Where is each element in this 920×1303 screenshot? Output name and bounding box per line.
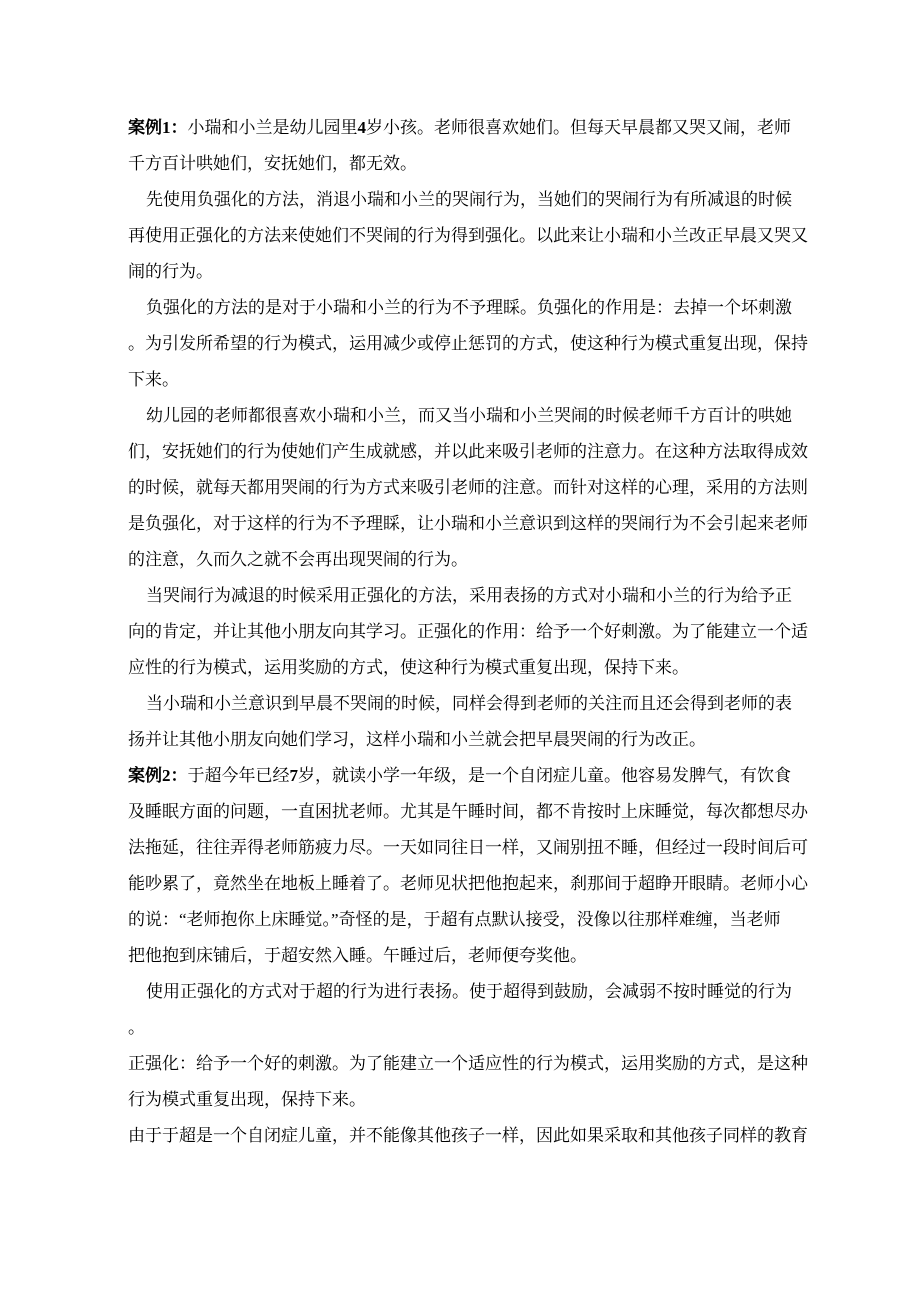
text-line	[128, 938, 812, 974]
text-run: 。	[128, 1018, 145, 1037]
text-line	[128, 794, 812, 830]
case1-outcome	[128, 686, 812, 758]
text-run: 的说：“老师抱你上床睡觉。”奇怪的是，于超有点默认接受，没像以往那样难缠，当老师	[128, 910, 781, 929]
text-run: 岁，就读小学一年级，是一个自闭症儿童。他容易发脾气，有饮食	[298, 766, 791, 785]
bold-text-run: 7	[289, 766, 298, 785]
text-line	[128, 722, 812, 758]
case2-intro	[128, 758, 812, 974]
text-run: 正强化：给予一个好的刺激。为了能建立一个适应性的行为模式，运用奖励的方式，是这种	[128, 1054, 808, 1073]
text-run: 的时候，就每天都用哭闹的行为方式来吸引老师的注意。而针对这样的心理，采用的方法则	[128, 478, 808, 497]
document-body	[128, 110, 812, 1154]
text-run: 闹的行为。	[128, 262, 213, 281]
text-run: 千方百计哄她们，安抚她们，都无效。	[128, 154, 417, 173]
text-run: 幼儿园的老师都很喜欢小瑞和小兰，而又当小瑞和小兰哭闹的时候老师千方百计的哄她	[146, 406, 792, 425]
text-line	[128, 506, 812, 542]
case1-method-overview	[128, 182, 812, 290]
text-line	[128, 218, 812, 254]
text-run: 能吵累了，竟然坐在地板上睡着了。老师见状把他抱起来，刹那间于超睁开眼睛。老师小心	[128, 874, 808, 893]
case2-positive-reinforcement-definition	[128, 1046, 812, 1118]
text-line	[128, 146, 812, 182]
bold-text-run: 案例2：	[128, 766, 188, 785]
text-line	[128, 182, 812, 218]
text-line	[128, 290, 812, 326]
text-line	[128, 866, 812, 902]
text-run: 把他抱到床铺后，于超安然入睡。午睡过后，老师便夸奖他。	[128, 946, 587, 965]
text-line	[128, 974, 812, 1010]
text-run: 应性的行为模式，运用奖励的方式，使这种行为模式重复出现，保持下来。	[128, 658, 689, 677]
text-run: 及睡眠方面的问题，一直困扰老师。尤其是午睡时间，都不肯按时上床睡觉，每次都想尽办	[128, 802, 808, 821]
text-line	[128, 1010, 812, 1046]
text-line	[128, 1082, 812, 1118]
case2-continuation	[128, 1118, 812, 1154]
text-run: 先使用负强化的方法，消退小瑞和小兰的哭闹行为，当她们的哭闹行为有所减退的时候	[146, 190, 792, 209]
text-line	[128, 1046, 812, 1082]
text-line	[128, 578, 812, 614]
case1-negative-reinforcement-definition	[128, 290, 812, 398]
text-line	[128, 1118, 812, 1154]
text-run: 于超今年已经	[187, 766, 290, 785]
case1-analysis	[128, 398, 812, 578]
text-run: 负强化的方法的是对于小瑞和小兰的行为不予理睬。负强化的作用是：去掉一个坏刺激	[146, 298, 792, 317]
text-line	[128, 470, 812, 506]
text-line	[128, 758, 812, 794]
text-run: 岁小孩。老师很喜欢她们。但每天早晨都又哭又闹，老师	[366, 118, 791, 137]
text-line	[128, 326, 812, 362]
text-line	[128, 434, 812, 470]
text-run: 们，安抚她们的行为使她们产生成就感，并以此来吸引老师的注意力。在这种方法取得成效	[128, 442, 808, 461]
text-line	[128, 614, 812, 650]
text-line	[128, 542, 812, 578]
case2-praise-method	[128, 974, 812, 1046]
text-line	[128, 902, 812, 938]
text-run: 使用正强化的方式对于超的行为进行表扬。使于超得到鼓励，会减弱不按时睡觉的行为	[146, 982, 792, 1001]
text-run: 由于于超是一个自闭症儿童，并不能像其他孩子一样，因此如果采取和其他孩子同样的教育	[128, 1126, 808, 1145]
text-run: 再使用正强化的方法来使她们不哭闹的行为得到强化。以此来让小瑞和小兰改正早晨又哭又	[128, 226, 808, 245]
text-line	[128, 110, 812, 146]
text-run: 当哭闹行为减退的时候采用正强化的方法，采用表扬的方式对小瑞和小兰的行为给予正	[146, 586, 792, 605]
text-run: 小瑞和小兰是幼儿园里	[187, 118, 358, 137]
text-run: 当小瑞和小兰意识到早晨不哭闹的时候，同样会得到老师的关注而且还会得到老师的表	[146, 694, 792, 713]
text-line	[128, 686, 812, 722]
case1-intro	[128, 110, 812, 182]
text-run: 扬并让其他小朋友向她们学习，这样小瑞和小兰就会把早晨哭闹的行为改正。	[128, 730, 706, 749]
bold-text-run: 4	[357, 118, 366, 137]
text-line	[128, 362, 812, 398]
text-line	[128, 254, 812, 290]
text-run: 是负强化，对于这样的行为不予理睬，让小瑞和小兰意识到这样的哭闹行为不会引起来老师	[128, 514, 808, 533]
text-run: 的注意，久而久之就不会再出现哭闹的行为。	[128, 550, 468, 569]
text-run: 法拖延，往往弄得老师筋疲力尽。一天如同往日一样，又闹别扭不睡，但经过一段时间后可	[128, 838, 808, 857]
text-run: 向的肯定，并让其他小朋友向其学习。正强化的作用：给予一个好刺激。为了能建立一个适	[128, 622, 808, 641]
bold-text-run: 案例1：	[128, 118, 188, 137]
text-line	[128, 398, 812, 434]
text-line	[128, 830, 812, 866]
text-line	[128, 650, 812, 686]
text-run: 。为引发所希望的行为模式，运用减少或停止惩罚的方式，使这种行为模式重复出现，保持	[128, 334, 808, 353]
text-run: 行为模式重复出现，保持下来。	[128, 1090, 366, 1109]
case1-positive-reinforcement	[128, 578, 812, 686]
text-run: 下来。	[128, 370, 179, 389]
